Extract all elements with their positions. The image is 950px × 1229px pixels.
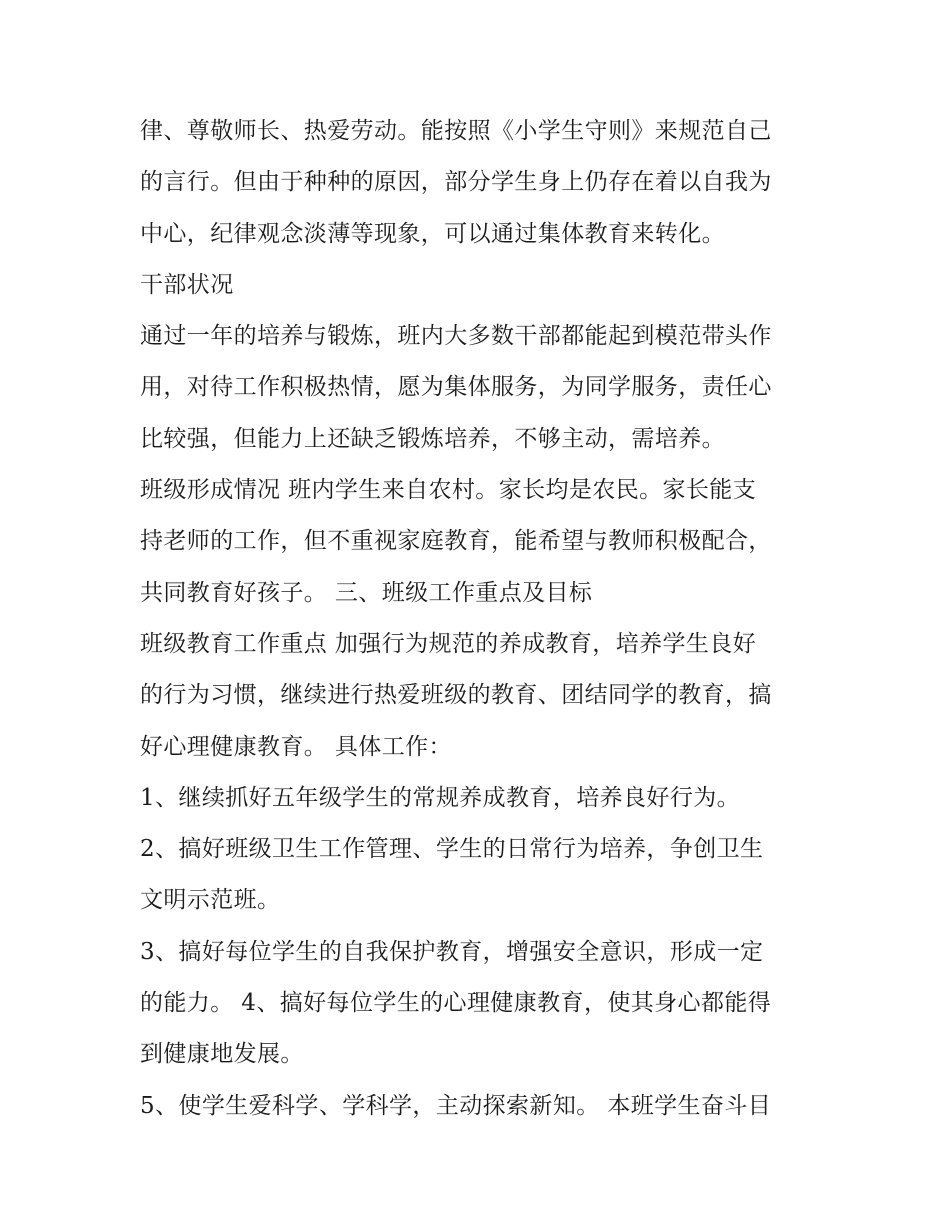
text-line: 文明示范班。: [140, 887, 281, 914]
text-line: 好心理健康教育。 具体工作：: [140, 733, 452, 760]
list-item: 1、继续抓好五年级学生的常规养成教育，培养良好行为。: [140, 784, 741, 811]
list-item: 2、搞好班级卫生工作管理、学生的日常行为培养，争创卫生: [140, 836, 764, 863]
text-line: 律、尊敬师长、热爱劳动。能按照《小学生守则》来规范自己: [140, 118, 772, 144]
text-line: 用，对待工作积极热情，愿为集体服务，为同学服务，责任心: [140, 374, 772, 401]
text-line: 通过一年的培养与锻炼，班内大多数干部都能起到模范带头作: [140, 323, 772, 350]
text-line: 持老师的工作，但不重视家庭教育，能希望与教师积极配合，: [140, 528, 772, 555]
list-item: 5、使学生爱科学、学科学，主动探索新知。 本班学生奋斗目: [140, 1092, 772, 1119]
text-line: 中心，纪律观念淡薄等现象，可以通过集体教育来转化。: [140, 220, 725, 247]
text-line: 班级教育工作重点 加强行为规范的养成教育，培养学生良好: [140, 630, 757, 657]
text-line: 的言行。但由于种种的原因，部分学生身上仍存在着以自我为: [140, 169, 772, 196]
text-line: 比较强，但能力上还缺乏锻炼培养，不够主动，需培养。: [140, 425, 725, 452]
document-body: [140, 106, 820, 1132]
text-line: 的行为习惯，继续进行热爱班级的教育、团结同学的教育，搞: [140, 682, 772, 709]
list-item: 3、搞好每位学生的自我保护教育，增强安全意识，形成一定: [140, 938, 764, 965]
text-line: 班级形成情况 班内学生来自农村。家长均是农民。家长能支: [140, 477, 757, 504]
text-line: 到健康地发展。: [140, 1041, 304, 1068]
text-line: 的能力。 4、搞好每位学生的心理健康教育，使其身心都能得: [140, 990, 772, 1017]
text-line: 共同教育好孩子。 三、班级工作重点及目标: [140, 579, 593, 606]
section-heading-cadre-status: 干部状况: [140, 271, 234, 298]
